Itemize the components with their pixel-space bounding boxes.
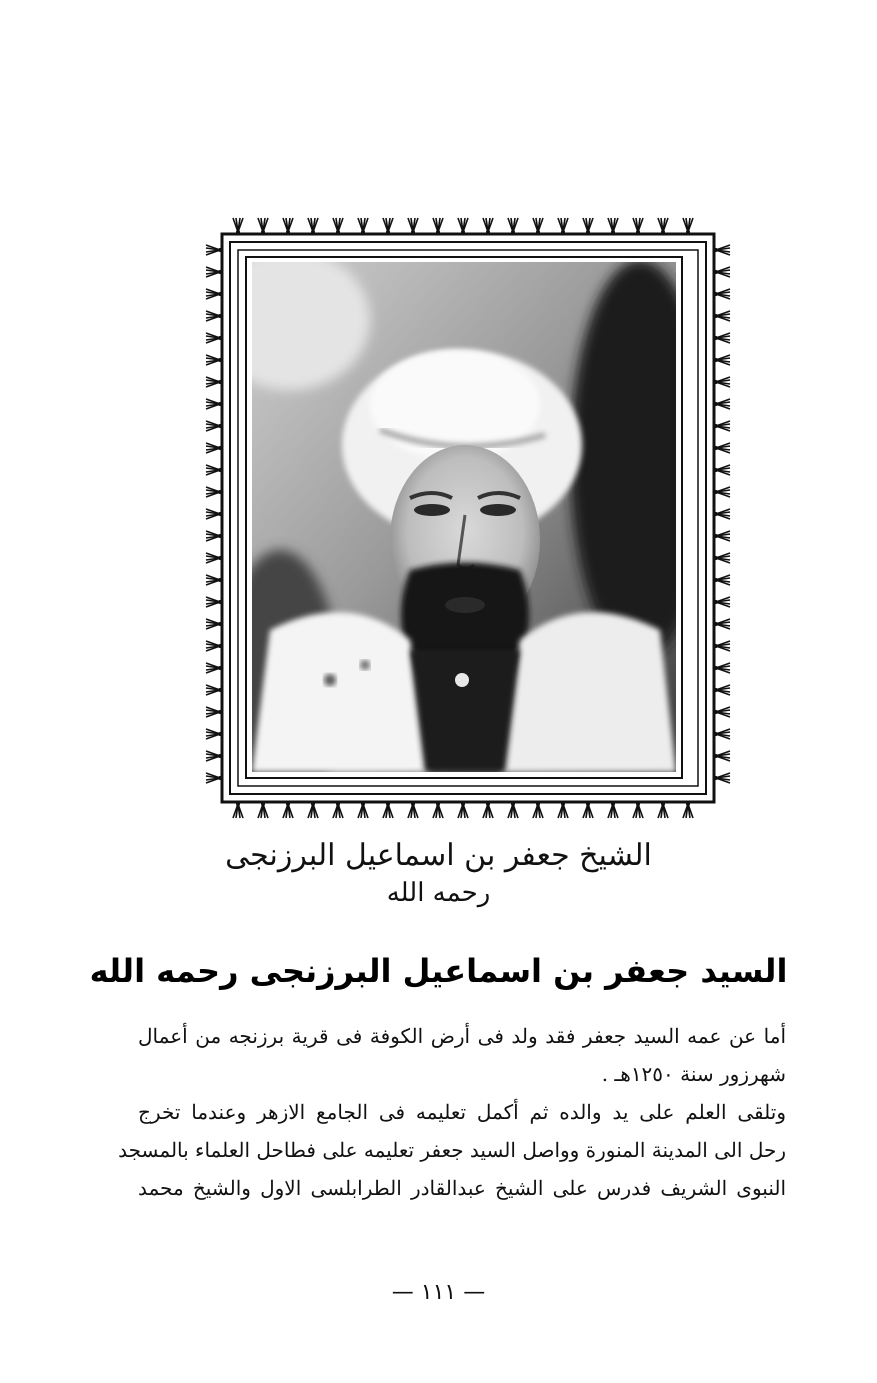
portrait-image — [210, 250, 710, 830]
fringe-tassel — [308, 218, 318, 234]
fringe-tassel — [206, 531, 222, 541]
fringe-tassel — [206, 619, 222, 629]
fringe-tassel — [206, 421, 222, 431]
fringe-tassel — [714, 773, 730, 783]
fringe-tassel — [658, 218, 668, 234]
fringe-tassel — [714, 531, 730, 541]
fringe-tassel — [714, 421, 730, 431]
fringe-tassel — [408, 802, 418, 818]
fringe-tassel — [714, 597, 730, 607]
fringe-tassel — [714, 443, 730, 453]
fringe-tassel — [714, 311, 730, 321]
fringe-tassel — [714, 575, 730, 585]
body-line: أما عن عمه السيد جعفر فقد ولد فى أرض الكوفة فى قرية برزنجه من أعمال — [138, 1024, 786, 1048]
fringe-tassel — [714, 707, 730, 717]
body-line: النبوى الشريف فدرس على الشيخ عبدالقادر الطرابلسى الاول والشيخ محمد — [138, 1176, 786, 1200]
fringe-tassel — [206, 333, 222, 343]
fringe-tassel — [283, 218, 293, 234]
fringe-tassel — [206, 245, 222, 255]
fringe-tassel — [206, 641, 222, 651]
fringe-tassel — [333, 218, 343, 234]
portrait-caption-blessing: رحمه الله — [386, 878, 491, 908]
fringe-tassel — [583, 802, 593, 818]
body-line: وتلقى العلم على يد والده ثم أكمل تعليمه فى الجامع الازهر وعندما تخرج — [138, 1100, 786, 1124]
fringe-tassel — [633, 802, 643, 818]
fringe-tassel — [458, 802, 468, 818]
fringe-tassel — [714, 245, 730, 255]
fringe-tassel — [233, 802, 243, 818]
fringe-tassel — [206, 553, 222, 563]
fringe-tassel — [383, 802, 393, 818]
fringe-tassel — [658, 802, 668, 818]
fringe-tassel — [508, 218, 518, 234]
fringe-tassel — [683, 218, 693, 234]
fringe-tassel — [608, 802, 618, 818]
fringe-tassel — [258, 802, 268, 818]
fringe-tassel — [633, 218, 643, 234]
fringe-tassel — [714, 553, 730, 563]
fringe-tassel — [714, 333, 730, 343]
fringe-tassel — [206, 487, 222, 497]
fringe-tassel — [533, 218, 543, 234]
fringe-tassel — [206, 509, 222, 519]
fringe-tassel — [206, 575, 222, 585]
fringe-tassel — [433, 218, 443, 234]
fringe-tassel — [483, 218, 493, 234]
fringe-tassel — [206, 729, 222, 739]
fringe-tassel — [714, 377, 730, 387]
fringe-tassel — [483, 802, 493, 818]
portrait-photo — [200, 210, 740, 830]
fringe-tassel — [206, 773, 222, 783]
fringe-tassel — [206, 355, 222, 365]
fringe-tassel — [714, 399, 730, 409]
fringe-tassel — [383, 218, 393, 234]
fringe-tassel — [206, 311, 222, 321]
fringe-tassel — [206, 597, 222, 607]
fringe-tassel — [558, 802, 568, 818]
fringe-tassel — [333, 802, 343, 818]
fringe-tassel — [308, 802, 318, 818]
fringe-tassel — [508, 802, 518, 818]
fringe-tassel — [206, 707, 222, 717]
portrait-frame — [200, 210, 740, 830]
fringe-tassel — [358, 218, 368, 234]
fringe-tassel — [206, 663, 222, 673]
fringe-tassel — [206, 289, 222, 299]
fringe-tassel — [714, 751, 730, 761]
fringe-tassel — [206, 751, 222, 761]
fringe-tassel — [206, 685, 222, 695]
fringe-tassel — [714, 355, 730, 365]
page-number: — ١١١ — — [391, 1280, 486, 1305]
body-line: رحل الى المدينة المنورة وواصل السيد جعفر تعليمه على فطاحل العلماء بالمسجد — [118, 1138, 786, 1162]
fringe-tassel — [533, 802, 543, 818]
fringe-tassel — [714, 685, 730, 695]
section-heading: السيد جعفر بن اسماعيل البرزنجى رحمه الله — [89, 952, 788, 990]
body-line: شهرزور سنة ١٢٥٠هـ . — [601, 1062, 786, 1086]
fringe-tassel — [583, 218, 593, 234]
fringe-tassel — [258, 218, 268, 234]
fringe-tassel — [458, 218, 468, 234]
fringe-tassel — [714, 641, 730, 651]
fringe-tassel — [683, 802, 693, 818]
fringe-tassel — [206, 267, 222, 277]
fringe-tassel — [714, 729, 730, 739]
fringe-tassel — [433, 802, 443, 818]
fringe-tassel — [558, 218, 568, 234]
fringe-tassel — [206, 465, 222, 475]
fringe-tassel — [714, 267, 730, 277]
portrait-caption-name: الشيخ جعفر بن اسماعيل البرزنجى — [225, 838, 652, 873]
fringe-tassel — [608, 218, 618, 234]
fringe-tassel — [283, 802, 293, 818]
fringe-tassel — [206, 443, 222, 453]
fringe-tassel — [714, 619, 730, 629]
fringe-tassel — [714, 289, 730, 299]
fringe-tassel — [206, 399, 222, 409]
fringe-tassel — [714, 509, 730, 519]
fringe-tassel — [206, 377, 222, 387]
fringe-tassel — [714, 465, 730, 475]
fringe-tassel — [714, 663, 730, 673]
fringe-tassel — [408, 218, 418, 234]
fringe-tassel — [233, 218, 243, 234]
fringe-tassel — [358, 802, 368, 818]
fringe-tassel — [714, 487, 730, 497]
